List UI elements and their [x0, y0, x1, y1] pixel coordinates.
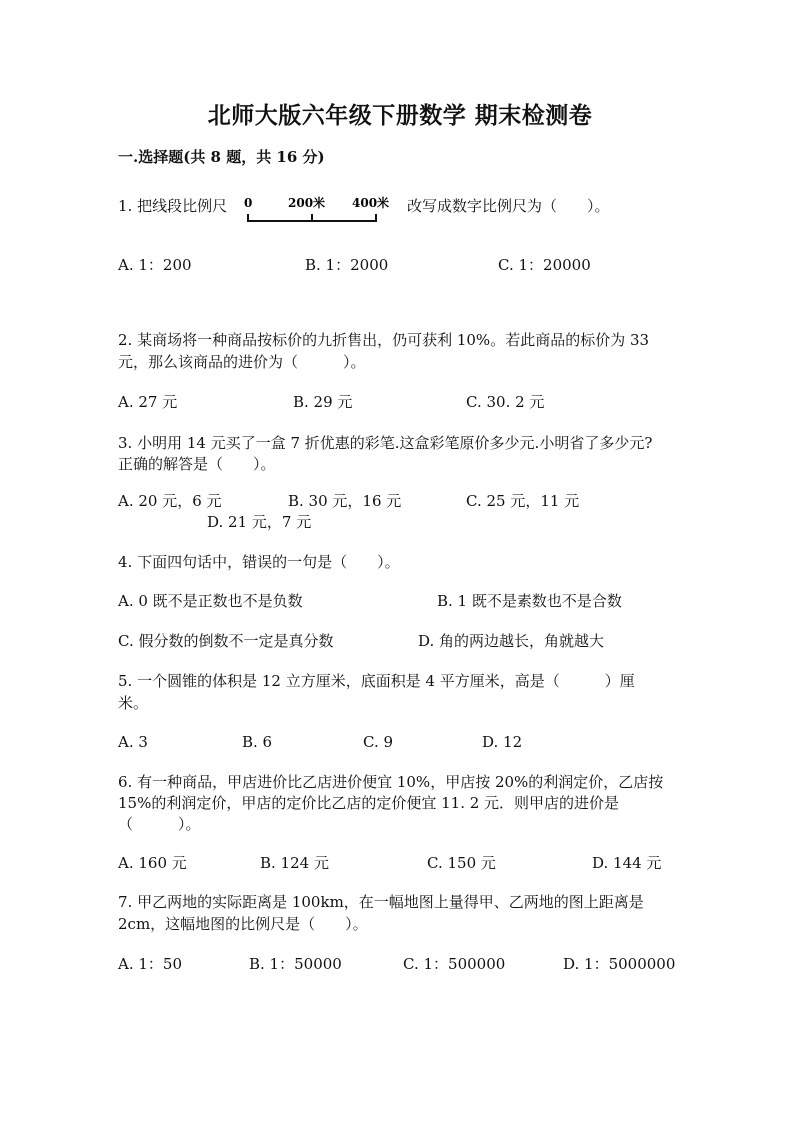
question-5-line-1: 5. 一个圆锥的体积是 12 立方厘米，底面积是 4 平方厘米，高是（ ）厘 [118, 672, 635, 690]
scale-label-200: 200米 [288, 196, 326, 210]
q6-option-a[interactable]: A. 160 元 [118, 854, 187, 872]
q3-option-b[interactable]: B. 30 元，16 元 [288, 492, 402, 510]
q7-option-c[interactable]: C. 1：500000 [403, 955, 506, 973]
q2-option-a[interactable]: A. 27 元 [118, 393, 178, 411]
q5-option-b[interactable]: B. 6 [242, 733, 273, 751]
line-scale-figure [240, 193, 400, 227]
q7-option-a[interactable]: A. 1：50 [118, 955, 182, 973]
question-6-line-2: 15%的利润定价，甲店的定价比乙店的定价便宜 11. 2 元．则甲店的进价是 [118, 794, 620, 812]
q4-option-d[interactable]: D. 角的两边越长，角就越大 [418, 632, 605, 650]
q4-option-b[interactable]: B. 1 既不是素数也不是合数 [437, 592, 622, 610]
question-2-line-2: 元，那么该商品的进价为（ ）。 [118, 353, 366, 371]
q6-option-d[interactable]: D. 144 元 [592, 854, 662, 872]
q5-option-a[interactable]: A. 3 [118, 733, 148, 751]
scale-label-0: 0 [244, 196, 253, 210]
q7-option-d[interactable]: D. 1：5000000 [563, 955, 676, 973]
question-3-line-2: 正确的解答是（ ）。 [118, 455, 276, 473]
q3-option-d[interactable]: D. 21 元，7 元 [207, 513, 312, 531]
q1-option-c[interactable]: C. 1：20000 [498, 256, 591, 274]
q2-option-b[interactable]: B. 29 元 [293, 393, 353, 411]
question-7-line-2: 2cm，这幅地图的比例尺是（ ）。 [118, 915, 368, 933]
q1-option-a[interactable]: A. 1：200 [118, 256, 192, 274]
question-6-line-3: （ ）。 [118, 815, 201, 833]
q1-option-b[interactable]: B. 1：2000 [305, 256, 389, 274]
question-7-line-1: 7. 甲乙两地的实际距离是 100km，在一幅地图上量得甲、乙两地的图上距离是 [118, 893, 644, 911]
q7-option-b[interactable]: B. 1：50000 [249, 955, 342, 973]
question-6-line-1: 6. 有一种商品，甲店进价比乙店进价便宜 10%，甲店按 20%的利润定价，乙店按 [118, 773, 664, 791]
q5-option-d[interactable]: D. 12 [482, 733, 523, 751]
question-1-text-start: 1. 把线段比例尺 [118, 197, 228, 215]
question-5-line-2: 米。 [118, 694, 149, 712]
page-title: 北师大版六年级下册数学 期末检测卷 [207, 102, 593, 129]
q5-option-c[interactable]: C. 9 [363, 733, 394, 751]
question-1-text-end: 改写成数字比例尺为（ ）。 [407, 197, 610, 215]
question-2-line-1: 2. 某商场将一种商品按标价的九折售出，仍可获利 10%。若此商品的标价为 33 [118, 331, 650, 349]
question-3-line-1: 3. 小明用 14 元买了一盒 7 折优惠的彩笔.这盒彩笔原价多少元.小明省了多少元? [118, 434, 653, 452]
q2-option-c[interactable]: C. 30. 2 元 [466, 393, 545, 411]
scale-label-400: 400米 [352, 196, 390, 210]
q4-option-a[interactable]: A. 0 既不是正数也不是负数 [118, 592, 303, 610]
q4-option-c[interactable]: C. 假分数的倒数不一定是真分数 [118, 632, 334, 650]
q6-option-b[interactable]: B. 124 元 [260, 854, 329, 872]
q6-option-c[interactable]: C. 150 元 [427, 854, 496, 872]
section-heading: 一.选择题(共 8 题，共 16 分) [118, 148, 325, 166]
q3-option-a[interactable]: A. 20 元，6 元 [118, 492, 222, 510]
question-4-text: 4. 下面四句话中，错误的一句是（ ）。 [118, 553, 400, 571]
q3-option-c[interactable]: C. 25 元，11 元 [466, 492, 580, 510]
